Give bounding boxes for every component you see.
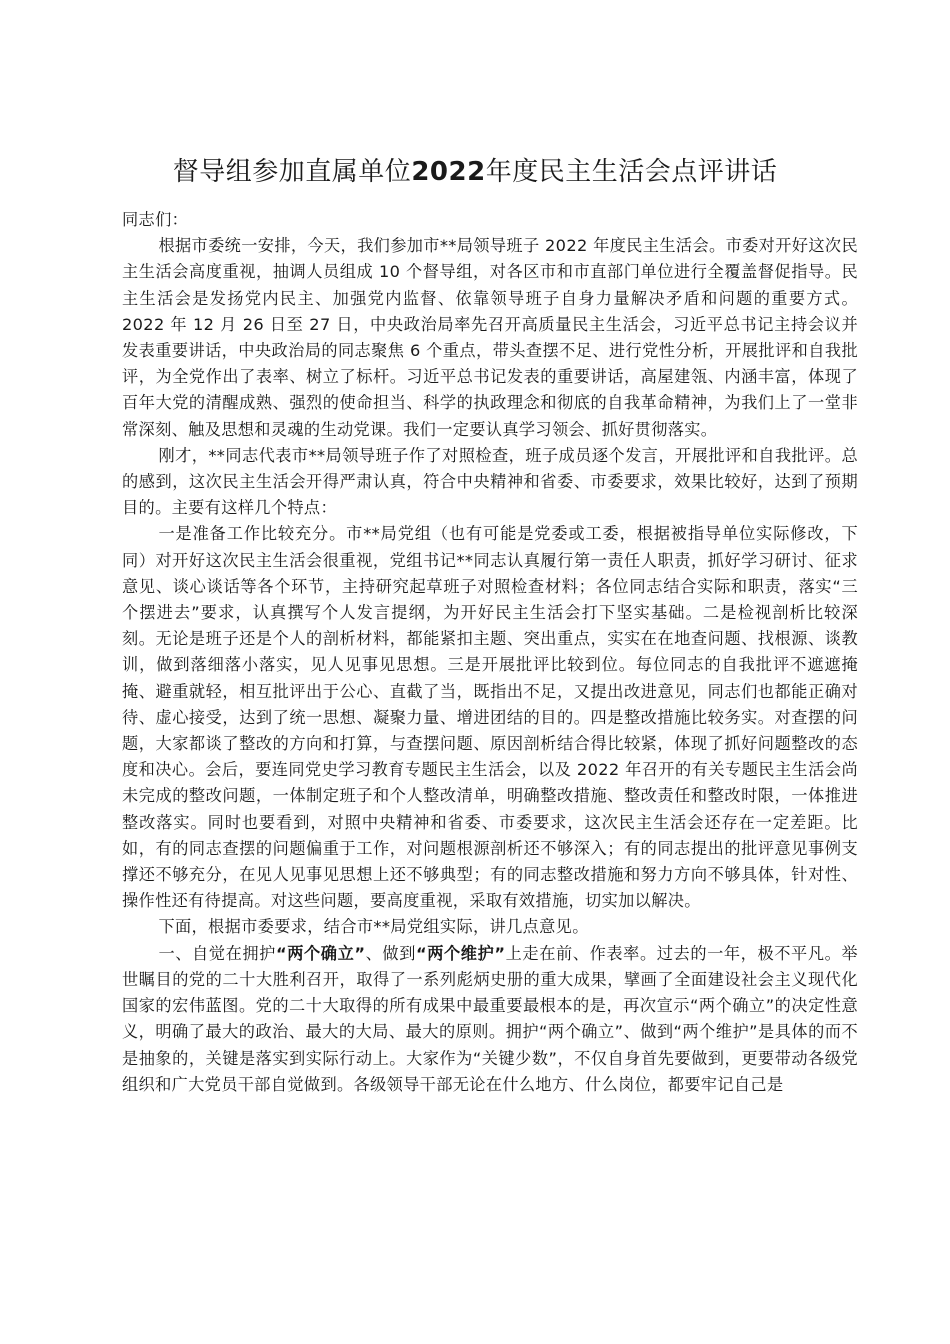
document-body: [122, 207, 858, 1098]
point-one-quote-1: “两个确立”: [275, 943, 366, 963]
point-one-text-1: 一、自觉在拥护: [158, 943, 276, 963]
title-text-2: 年度民主生活会点评讲话: [485, 157, 778, 187]
title-text-1: 督导组参加直属单位: [172, 157, 412, 187]
salutation: 同志们：: [122, 210, 189, 229]
point-one-text-3: 上走在前、作表率。过去的一年，极不平凡。举世瞩目的党的二十大胜利召开，取得了一系列彪炳史册的重大成果，擘画了全面建设社会主义现代化国家的宏伟蓝图。党的二十大取得的所有成果中最重要最根本的是，再次宣示“两个确立”的决定性意义，明确了最大的政治、最大的大局、最大的原则。拥护“两个确立”、做到“两个维护”是具体的而不是抽象的，关键是落实到实际行动上。大家作为“关键少数”，不仅自身首先要做到，更要带动各级党组织和广大党员干部自觉做到。各级领导干部无论在什么地方、什么岗位，都要牢记自己是: [122, 943, 858, 1094]
paragraph-transition: 下面，根据市委要求，结合市**局党组实际，讲几点意见。: [158, 917, 589, 937]
paragraph-point-one: [122, 941, 858, 1098]
paragraph-summary: 刚才，**同志代表市**局领导班子作了对照检查，班子成员逐个发言，开展批评和自我批评。总的感到，这次民主生活会开得严肃认真，符合中央精神和省委、市委要求，效果比较好，达到了预期目的。主要有这样几个特点：: [122, 445, 858, 518]
point-one-quote-2: “两个维护”: [415, 943, 506, 963]
point-one-text-2: 、做到: [365, 943, 416, 963]
paragraph-features: 一是准备工作比较充分。市**局党组（也有可能是党委或工委，根据被指导单位实际修改，下同）对开好这次民主生活会很重视，党组书记**同志认真履行第一责任人职责，抓好学习研讨、征求意见、谈心谈话等各个环节，主持研究起草班子对照检查材料；各位同志结合实际和职责，落实“三个摆进去”要求，认真撰写个人发言提纲，为开好民主生活会打下坚实基础。二是检视剖析比较深刻。无论是班子还是个人的剖析材料，都能紧扣主题、突出重点，实实在在地查问题、找根源、谈教训，做到落细落小落实，见人见事见思想。三是开展批评比较到位。每位同志的自我批评不遮遮掩掩、避重就轻，相互批评出于公心、直截了当，既指出不足，又提出改进意见，同志们也都能正确对待、虚心接受，达到了统一思想、凝聚力量、增进团结的目的。四是整改措施比较务实。对查摆的问题，大家都谈了整改的方向和打算，与查摆问题、原因剖析结合得比较紧，体现了抓好问题整改的态度和决心。会后，要连同党史学习教育专题民主生活会，以及 2022 年召开的有关专题民主生活会尚未完成的整改问题，一体制定班子和个人整改清单，明确整改措施、整改责任和整改时限，一体推进整改落实。同时也要看到，对照中央精神和省委、市委要求，这次民主生活会还存在一定差距。比如，有的同志查摆的问题偏重于工作，对问题根源剖析还不够深入；有的同志提出的批评意见事例支撑还不够充分，在见人见事见思想上还不够典型；有的同志整改措施和努力方向不够具体，针对性、操作性还有待提高。对这些问题，要高度重视，采取有效措施，切实加以解决。: [122, 524, 858, 911]
document-title: [100, 152, 850, 192]
title-year: 2022: [411, 157, 486, 187]
paragraph-intro: 根据市委统一安排，今天，我们参加市**局领导班子 2022 年度民主生活会。市委对开好这次民主生活会高度重视，抽调人员组成 10 个督导组，对各区市和市直部门单位进行全覆盖督促指导。民主生活会是发扬党内民主、加强党内监督、依靠领导班子自身力量解决矛盾和问题的重要方式。2022 年 12 月 26 日至 27 日，中央政治局率先召开高质量民主生活会，习近平总书记主持会议并发表重要讲话，中央政治局的同志聚焦 6 个重点，带头查摆不足、进行党性分析，开展批评和自我批评，为全党作出了表率、树立了标杆。习近平总书记发表的重要讲话，高屋建瓴、内涵丰富，体现了百年大党的清醒成熟、强烈的使命担当、科学的执政理念和彻底的自我革命精神，为我们上了一堂非常深刻、触及思想和灵魂的生动党课。我们一定要认真学习领会、抓好贯彻落实。: [122, 236, 858, 439]
